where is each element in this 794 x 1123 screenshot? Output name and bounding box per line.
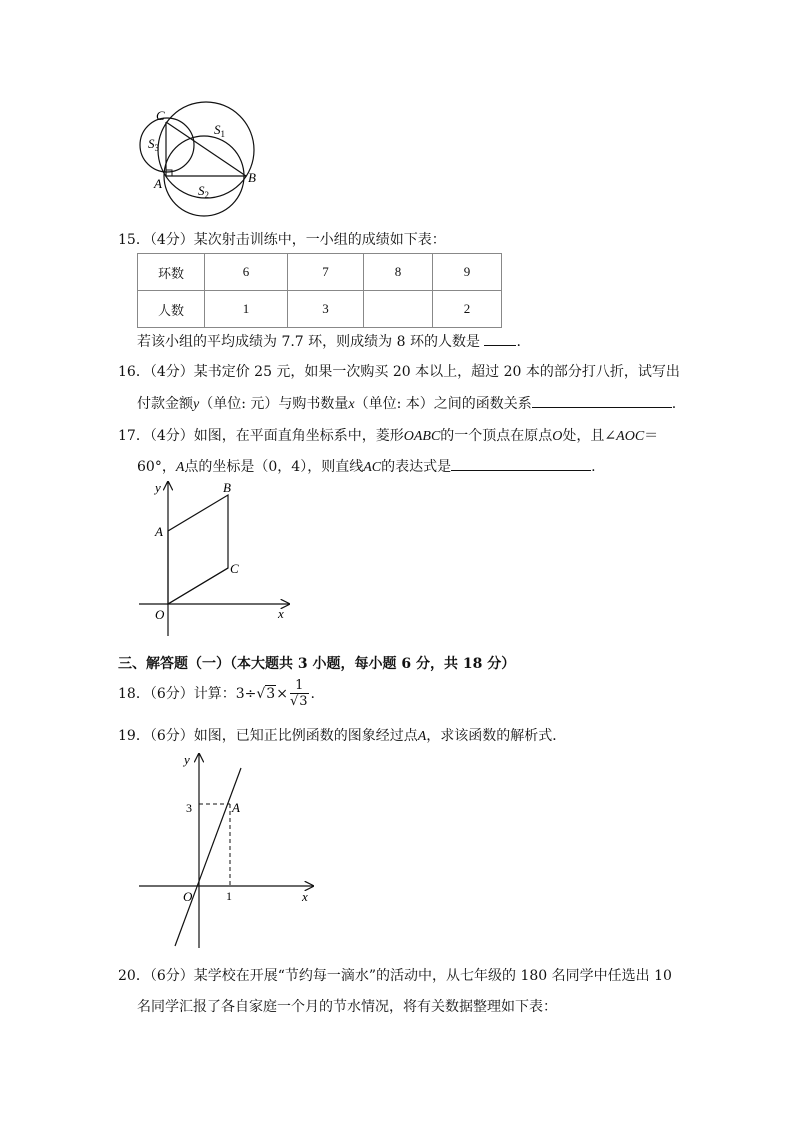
q19-text-b: ，求该函数的解析式．: [426, 728, 567, 744]
q20-line1: 20．（6分）某学校在开展“节约每一滴水”的活动中，从七年级的 180 名同学中任选出 10: [118, 968, 672, 984]
q16-line2: [137, 393, 676, 413]
label-s2: $S_2$: [198, 183, 209, 200]
answer-blank[interactable]: [532, 393, 672, 408]
q16-text-c: （单位: 本）之间的函数关系: [354, 396, 532, 412]
fraction-denominator: √3: [289, 694, 308, 709]
period: .: [310, 686, 315, 702]
table-cell: 9: [433, 254, 502, 291]
table-cell: 8: [364, 254, 433, 291]
label-y: y: [155, 480, 161, 495]
table-row: [138, 254, 502, 291]
label-a: A: [155, 524, 163, 539]
table-cell: [364, 291, 433, 328]
q17-text-d: ＝: [644, 428, 659, 444]
label-o: O: [183, 889, 193, 904]
q15-after: [137, 331, 521, 351]
q18-text: 18．（6分）计算：3÷: [118, 686, 257, 702]
table-cell: 3: [288, 291, 364, 328]
fraction: [290, 679, 309, 709]
label-c: C: [230, 561, 239, 576]
tick-1: 1: [226, 889, 232, 903]
var-oabc: OABC: [403, 429, 441, 444]
q16-line1: 16．（4分）某书定价 25 元，如果一次购买 20 本以上，超过 20 本的部分打八折，试写出: [118, 364, 680, 380]
q19-line: [118, 725, 566, 745]
var-x: x: [348, 397, 355, 412]
table-cell: 环数: [138, 254, 205, 291]
tick-3: 3: [186, 801, 192, 815]
period: .: [591, 459, 596, 475]
label-a: A: [154, 176, 162, 191]
label-y: y: [184, 752, 190, 767]
q18-line: [118, 679, 315, 709]
table-row: [138, 291, 502, 328]
q17-text-a: 17．（4分）如图，在平面直角坐标系中，菱形: [118, 428, 404, 444]
sqrt-radicand: 3: [299, 694, 308, 709]
q17-text-e: 60°，: [137, 459, 176, 475]
q15-stem: 15．（4分）某次射击训练中，一小组的成绩如下表：: [118, 232, 446, 248]
q17-line2: [137, 456, 596, 476]
var-ac: AC: [363, 460, 382, 475]
var-aoc: AOC: [616, 429, 645, 444]
q19-text-a: 19．（6分）如图，已知正比例函数的图象经过点: [118, 728, 418, 744]
table-cell: 7: [288, 254, 364, 291]
section-3-heading: 三、解答题（一）（本大题共 3 小题，每小题 6 分，共 18 分）: [118, 656, 516, 672]
figure-17-rhombus: [135, 476, 305, 641]
label-a: A: [232, 800, 240, 815]
table-cell: 1: [205, 291, 288, 328]
table-cell: 6: [205, 254, 288, 291]
table-cell: 人数: [138, 291, 205, 328]
q16-text-a: 付款金额: [137, 396, 193, 412]
q17-text-c: 处，且∠: [562, 428, 617, 444]
q20-line2: 名同学汇报了各自家庭一个月的节水情况，将有关数据整理如下表：: [137, 999, 557, 1015]
function-line: [175, 768, 241, 946]
times-sign: ×: [276, 686, 288, 702]
q15-after-text: 若该小组的平均成绩为 7.7 环，则成绩为 8 环的人数是: [137, 334, 480, 350]
figure-14-circles: [130, 100, 265, 220]
label-b: B: [248, 170, 256, 185]
figure-19-graph: [135, 748, 320, 953]
q16-text-b: （单位: 元）与购书数量: [199, 396, 349, 412]
var-a: A: [417, 729, 427, 744]
label-c: C: [156, 108, 165, 123]
label-x: x: [278, 606, 284, 621]
sqrt-radicand: 3: [266, 686, 276, 702]
fraction-numerator: 1: [290, 679, 309, 694]
label-x: x: [302, 889, 308, 904]
var-a: A: [175, 460, 185, 475]
segment-oc: [168, 568, 228, 604]
rhombus-oabc: [168, 495, 228, 604]
table-cell: 2: [433, 291, 502, 328]
q15-table: [137, 253, 502, 328]
label-b: B: [223, 480, 231, 495]
sqrt-expr: √3: [256, 686, 276, 702]
period: .: [671, 396, 677, 412]
answer-blank[interactable]: [451, 456, 591, 471]
q17-text-g: 的表达式是: [381, 459, 452, 475]
q17-text-f: 点的坐标是（0，4），则直线: [184, 459, 364, 475]
period: .: [516, 334, 521, 350]
q17-text-b: 的一个顶点在原点: [440, 428, 553, 444]
var-y: y: [193, 397, 200, 412]
var-o: O: [552, 429, 563, 444]
q17-line1: [118, 425, 658, 445]
label-s1: $S_1$: [214, 122, 225, 139]
answer-blank[interactable]: [484, 331, 516, 346]
label-o: O: [155, 607, 165, 622]
label-s3: $S_3$: [148, 136, 159, 153]
